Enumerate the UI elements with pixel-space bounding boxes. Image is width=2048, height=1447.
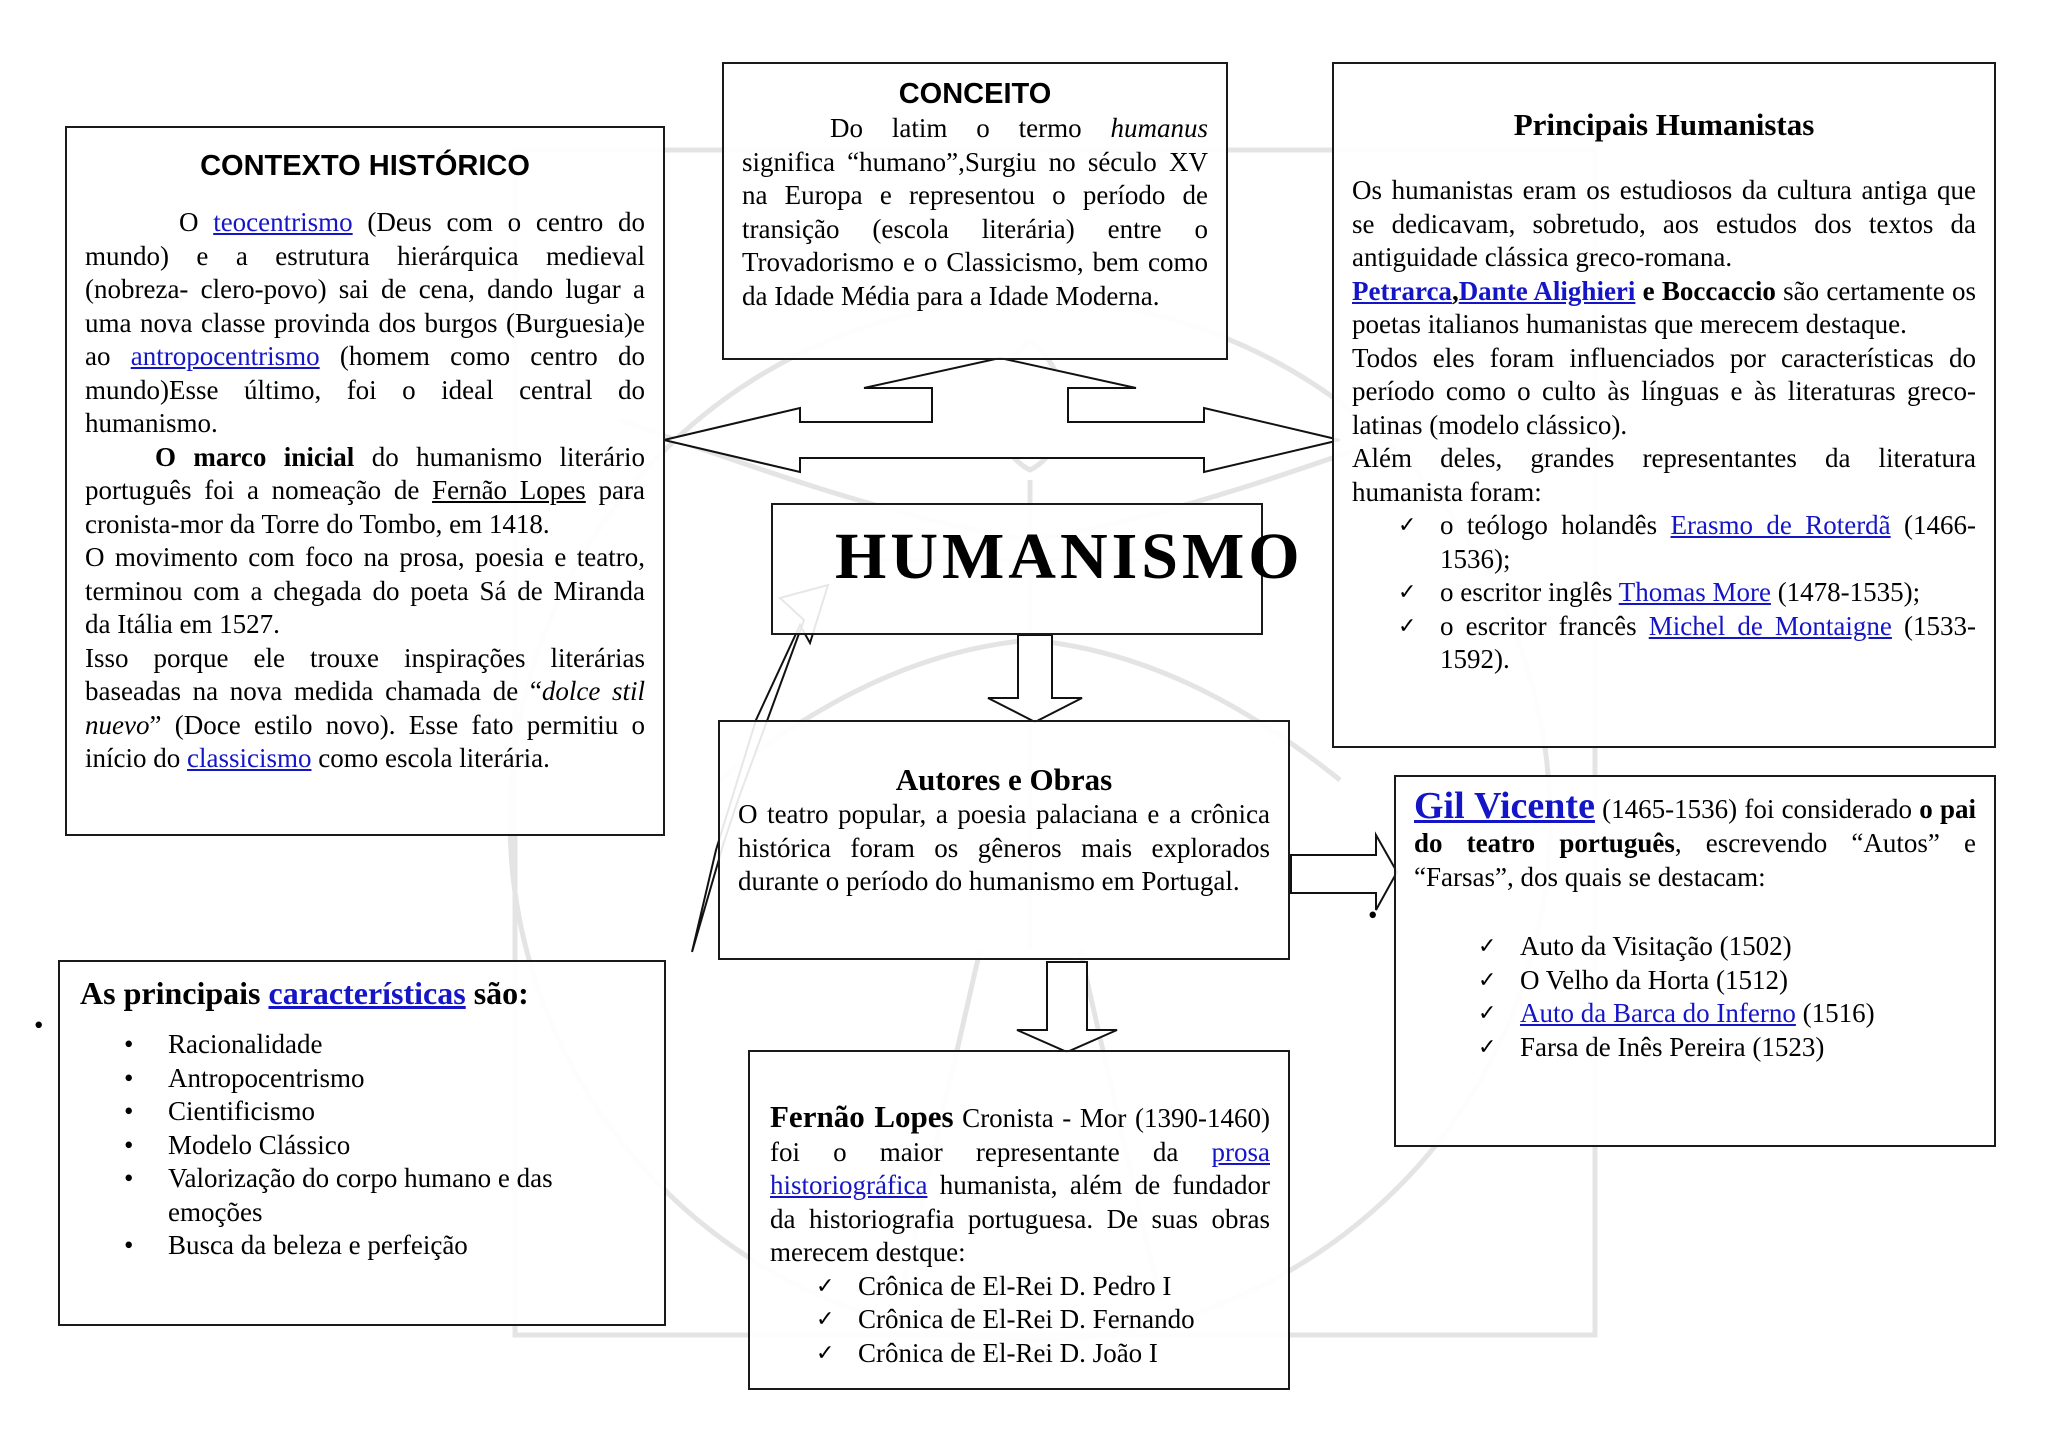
- stray-bullet-caracteristicas: •: [34, 1010, 44, 1040]
- gil-work-title: Auto da Visitação: [1520, 931, 1713, 961]
- contexto-text-b2: para cronista-mor da Torre do Tombo, em 1418.: [85, 475, 645, 539]
- conceito-text-b: significa “humano”,Surgiu no século XV na Europa e representou o período de transição (escola literária) entre o Trovadorismo e o Classicismo, bem como da Idade Média para a Idade Moderna.: [742, 146, 1208, 311]
- gil-work-title: Farsa de Inês Pereira: [1520, 1031, 1746, 1062]
- arrow-down-to-fernao: [1017, 962, 1117, 1052]
- contexto-marco-inicial: O marco inicial: [155, 441, 355, 472]
- link-erasmo-de-roterda[interactable]: Erasmo de Roterdã: [1670, 510, 1891, 540]
- link-petrarca[interactable]: Petrarca: [1352, 275, 1452, 306]
- contexto-text-a3: (homem como centro do mundo)Esse último, foi o ideal central do humanismo.: [85, 341, 645, 438]
- caracteristicas-heading-post: são:: [465, 975, 529, 1011]
- fernao-name: Fernão Lopes: [770, 1099, 954, 1134]
- humanista-text: o teólogo holandês: [1440, 510, 1671, 540]
- caracteristicas-heading-pre: As principais: [80, 975, 269, 1011]
- caracteristica-item: • Valorização do corpo humano e das emoções: [168, 1162, 644, 1229]
- humanistas-paragraph-1: Os humanistas eram os estudiosos da cultura antiga que se dedicavam, sobretudo, aos estudos dos textos da antiguidade clássica greco-romana.: [1352, 175, 1976, 272]
- gil-vicente-text: [1414, 785, 1976, 894]
- double-arrow-left-right: [664, 358, 1340, 472]
- humanistas-paragraph-2: [1352, 275, 1976, 342]
- contexto-text-d3: como escola literária.: [311, 743, 550, 773]
- link-teocentrismo[interactable]: teocentrismo: [213, 207, 353, 237]
- fernao-works-list: [858, 1270, 1270, 1371]
- fernao-work-item: ✓ Crônica de El-Rei D. Pedro I: [858, 1270, 1270, 1304]
- humanista-item-montaigne: [1440, 610, 1976, 677]
- caracteristicas-box: [58, 960, 666, 1326]
- link-caracteristicas[interactable]: características: [268, 975, 466, 1011]
- caracteristica-item: • Modelo Clássico: [168, 1129, 644, 1163]
- humanista-years: (1466-1536);: [1440, 510, 1977, 574]
- gil-work-year: (1516): [1795, 998, 1875, 1028]
- link-classicismo[interactable]: classicismo: [187, 743, 312, 773]
- arrow-right-to-gil: [1291, 835, 1397, 910]
- page-title: HUMANISMO: [835, 520, 1304, 593]
- humanistas-heading: Principais Humanistas: [1513, 107, 1815, 142]
- gil-work-item: [1520, 1031, 1976, 1065]
- link-antropocentrismo[interactable]: antropocentrismo: [130, 341, 320, 371]
- gil-work-item: [1520, 930, 1976, 964]
- humanistas-text-p2: são certamente os poetas italianos humanistas que merecem destaque.: [1352, 275, 1976, 339]
- conceito-text: [742, 112, 1208, 313]
- contexto-paragraph-1: [85, 206, 645, 441]
- fernao-text-1: Cronista - Mor (1390-1460) foi o maior representante da: [770, 1103, 1270, 1167]
- gil-work-year: (1523): [1745, 1031, 1825, 1062]
- caracteristica-item: • Busca da beleza e perfeição: [168, 1229, 644, 1263]
- contexto-heading: CONTEXTO HISTÓRICO: [200, 150, 530, 182]
- humanistas-boccaccio: Boccaccio: [1661, 275, 1776, 306]
- gil-work-year: (1512): [1709, 964, 1788, 995]
- conceito-term-humanus: humanus: [1110, 113, 1208, 143]
- caracteristica-item: • Antropocentrismo: [168, 1062, 644, 1096]
- stray-bullet-gil: •: [1368, 900, 1378, 930]
- humanistas-comma: ,: [1451, 275, 1459, 306]
- humanista-item-more: [1440, 576, 1976, 610]
- humanista-text: o escritor francês: [1440, 610, 1649, 641]
- contexto-text-d2: ” (Doce estilo novo). Esse fato permitiu o início do: [85, 709, 645, 773]
- humanista-text: o escritor inglês: [1440, 577, 1619, 607]
- gil-work-item: [1520, 964, 1976, 998]
- link-dante-alighieri[interactable]: Dante Alighieri: [1458, 275, 1636, 306]
- arrow-down-to-autores: [988, 635, 1082, 722]
- autores-e-obras-box: [718, 720, 1290, 960]
- link-thomas-more[interactable]: Thomas More: [1618, 577, 1771, 607]
- gil-text-1: (1465-1536) foi considerado: [1594, 794, 1920, 824]
- contexto-paragraph-3: O movimento com foco na prosa, poesia e teatro, terminou com a chegada do poeta Sá de Miranda da Itália em 1527.: [85, 542, 645, 639]
- fernao-text-2: humanista, além de fundador da historiografia portuguesa. De suas obras merecem destque:: [770, 1170, 1270, 1267]
- humanistas-paragraph-3: Todos eles foram influenciados por características do período como o culto às línguas e às literaturas greco-latinas (modelo clássico).: [1352, 342, 1976, 440]
- caracteristicas-heading: [80, 972, 644, 1014]
- caracteristica-item: • Racionalidade: [168, 1028, 644, 1062]
- principais-humanistas-box: [1332, 62, 1996, 748]
- contexto-text-d1: Isso porque ele trouxe inspirações literárias baseadas na nova medida chamada de “: [85, 642, 645, 706]
- humanistas-e: e: [1642, 275, 1655, 306]
- link-prosa-historiografica[interactable]: prosa historiográfica: [770, 1136, 1270, 1200]
- gil-work-year: (1502): [1712, 931, 1792, 961]
- humanismo-title-box: [771, 503, 1304, 635]
- humanista-years: (1533-1592).: [1440, 610, 1976, 674]
- fernao-lopes-box: [748, 1050, 1290, 1390]
- contexto-paragraph-2: [85, 441, 645, 542]
- humanistas-list: [1440, 509, 1976, 677]
- fernao-work-item: ✓ Crônica de El-Rei D. João I: [858, 1337, 1270, 1371]
- gil-vicente-box: [1394, 775, 1996, 1147]
- gil-work-item: [1520, 997, 1976, 1031]
- contexto-text-b1: do humanismo literário português foi a nomeação de: [85, 441, 646, 505]
- conceito-box: [722, 62, 1228, 360]
- conceito-heading: CONCEITO: [898, 78, 1052, 110]
- contexto-historico-box: [65, 126, 665, 836]
- link-michel-de-montaigne[interactable]: Michel de Montaigne: [1648, 610, 1892, 641]
- conceito-text-a: Do latim o termo: [830, 113, 1111, 143]
- link-gil-vicente[interactable]: Gil Vicente: [1414, 785, 1595, 827]
- contexto-text-a2: (Deus com o centro do mundo) e a estrutura hierárquica medieval (nobreza- clero-povo) sai de cena, dando lugar a uma nova classe provinda dos burgos (Burguesia)e ao: [85, 207, 645, 371]
- autores-heading: Autores e Obras: [895, 762, 1113, 797]
- caracteristica-item: • Cientificismo: [168, 1095, 644, 1129]
- contexto-fernao-lopes: Fernão Lopes: [432, 475, 586, 505]
- contexto-text-a1: O: [179, 207, 214, 237]
- contexto-dolce-stil-nuevo: dolce stil nuevo: [85, 676, 645, 740]
- fernao-work-item: ✓ Crônica de El-Rei D. Fernando: [858, 1303, 1270, 1337]
- link-auto-da-barca-do-inferno[interactable]: Auto da Barca do Inferno: [1520, 998, 1796, 1028]
- humanista-years: (1478-1535);: [1770, 577, 1921, 607]
- humanista-item-erasmo: [1440, 509, 1976, 576]
- gil-pai-do-teatro: o pai do teatro português: [1414, 794, 1976, 858]
- gil-works-list: [1520, 930, 1976, 1064]
- humanistas-paragraph-4: Além deles, grandes representantes da literatura humanista foram:: [1352, 443, 1976, 507]
- gil-text-2: , escrevendo “Autos” e “Farsas”, dos quais se destacam:: [1414, 828, 1976, 892]
- fernao-text: [770, 1100, 1270, 1270]
- autores-text: O teatro popular, a poesia palaciana e a crônica histórica foram os gêneros mais explorados durante o período do humanismo em Portugal.: [738, 799, 1270, 896]
- contexto-paragraph-4: [85, 642, 645, 776]
- caracteristicas-list: [168, 1028, 644, 1263]
- gil-work-title: O Velho da Horta: [1520, 964, 1710, 995]
